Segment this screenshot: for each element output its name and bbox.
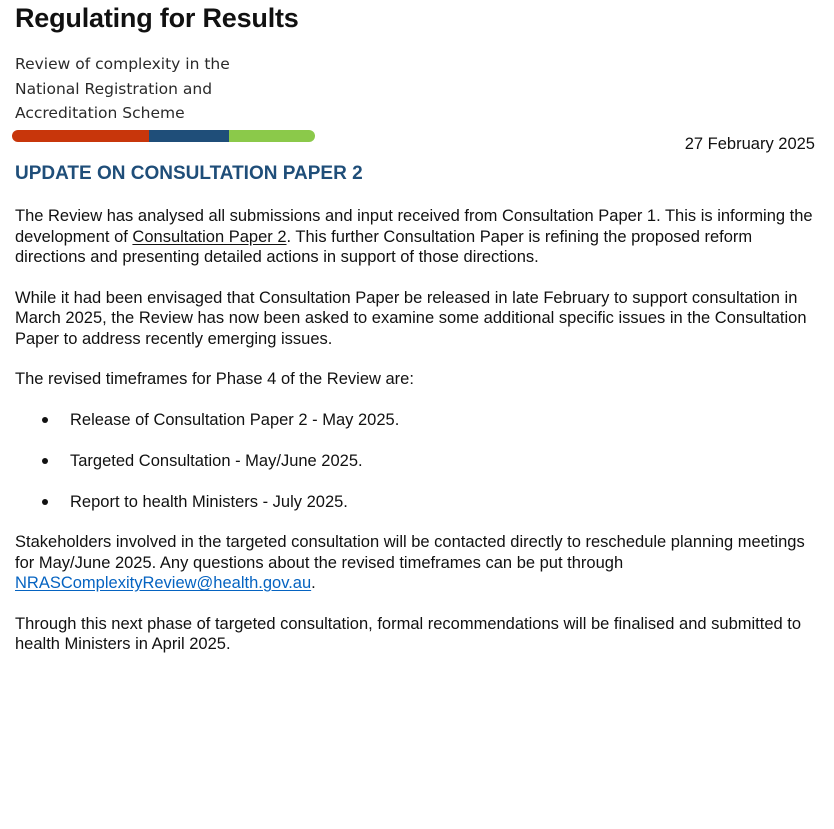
consultation-paper-2-link[interactable]: Consultation Paper 2 [132, 227, 287, 246]
paragraph-review-progress [15, 206, 827, 268]
color-bar-blue-segment [149, 130, 229, 142]
paragraph-text: . This further Consultation Paper is refining the proposed reform directions and presenting detailed actions in support of those directions. [15, 227, 753, 266]
color-bar-green-segment [229, 130, 315, 142]
paragraph-text: . [311, 574, 316, 592]
paragraph-timeframes-intro: The revised timeframes for Phase 4 of the Review are: [15, 370, 414, 388]
paragraph-recommendations: Through this next phase of targeted consultation, formal recommendations will be finalised and submitted to health Ministers in April 2025. [15, 614, 802, 653]
subtitle-line-1: Review of complexity in the [15, 55, 230, 73]
brand-color-bar [12, 130, 315, 142]
list-item [15, 410, 827, 431]
paragraph-timing-change: While it had been envisaged that Consultation Paper be released in late February to support consultation in March 2025, the Review has now been asked to examine some additional specific issues in the Consultation Paper to address recently emerging issues. [15, 288, 807, 348]
list-item [15, 492, 827, 513]
list-item [15, 451, 827, 472]
list-item-text: Report to health Ministers - July 2025. [70, 492, 348, 511]
subtitle-line-2: National Registration and [15, 79, 213, 98]
subtitle-line-3: Accreditation Scheme [15, 104, 185, 122]
list-item-text: Targeted Consultation - May/June 2025. [70, 451, 363, 470]
list-item-text: Release of Consultation Paper 2 - May 2025. [70, 410, 400, 429]
document-date: 27 February 2025 [684, 135, 815, 153]
bullet-icon [42, 458, 48, 464]
paragraph-stakeholders [15, 532, 827, 594]
timeframes-list [15, 410, 827, 513]
document-body [15, 206, 827, 675]
paragraph-text: Stakeholders involved in the targeted consultation will be contacted directly to reschedule planning meetings for May/June 2025. Any questions about the revised timeframes can be put through [15, 533, 805, 572]
bullet-icon [42, 499, 48, 505]
email-link[interactable]: NRASComplexityReview@health.gov.au [15, 574, 312, 592]
subtitle [15, 52, 275, 126]
section-heading: UPDATE ON CONSULTATION PAPER 2 [15, 163, 363, 184]
bullet-icon [42, 417, 48, 423]
page-title: Regulating for Results [15, 3, 299, 33]
color-bar-red-segment [12, 130, 149, 142]
paragraph-text: The Review has analysed all submissions and input received from Consultation Paper 1. This is informing the development of [15, 207, 813, 246]
